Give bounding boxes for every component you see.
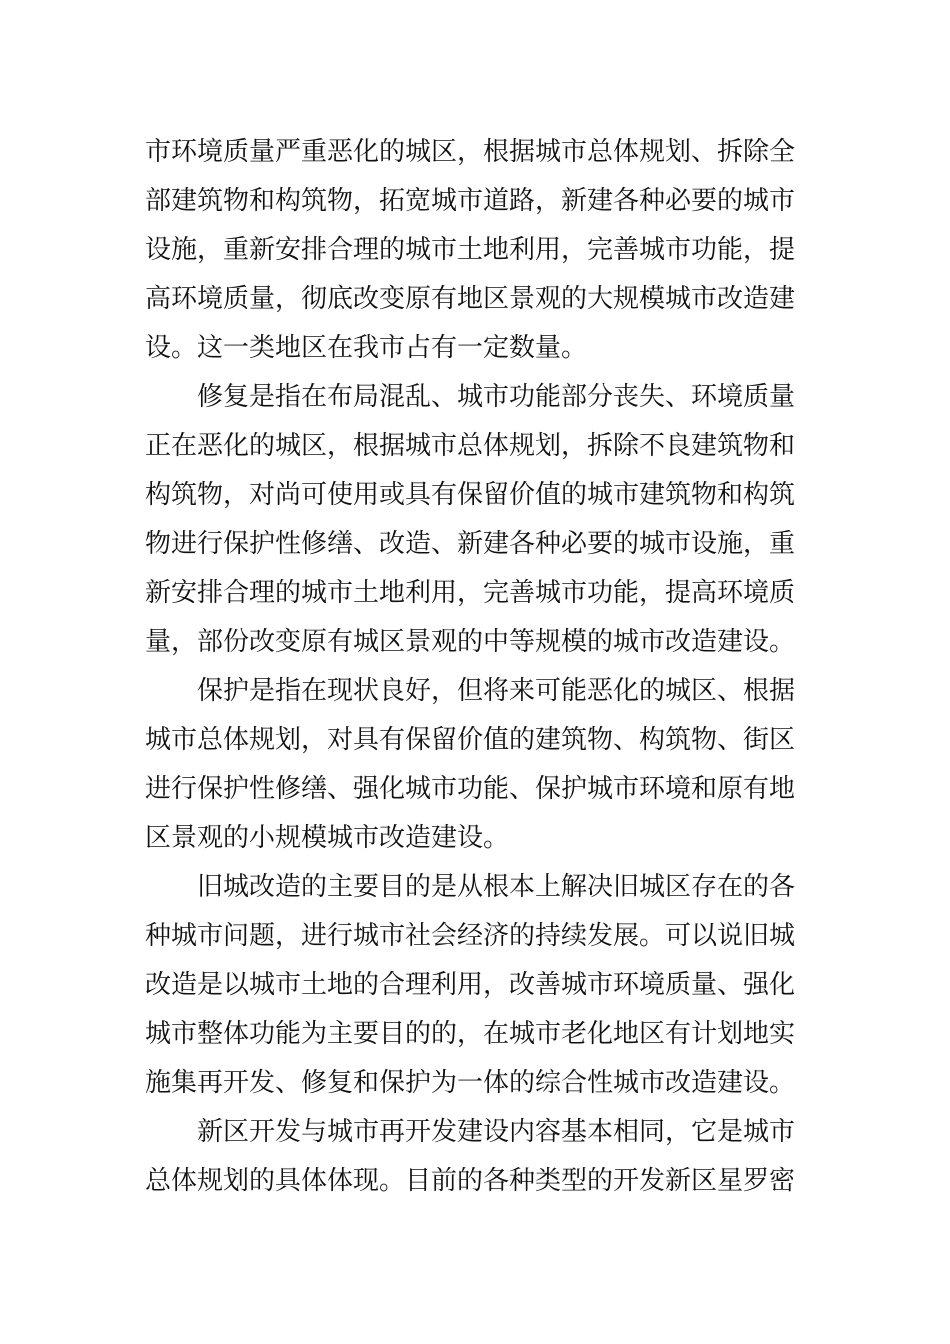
- paragraph-2: [145, 373, 810, 667]
- text-line: 修复是指在布局混乱、城市功能部分丧失、环境质量: [197, 382, 796, 412]
- text-line: 新安排合理的城市土地利用，完善城市功能，提高环境质: [145, 578, 796, 608]
- text-line: 高环境质量，彻底改变原有地区景观的大规模城市改造建: [145, 284, 796, 314]
- text-line: 物进行保护性修缮、改造、新建各种必要的城市设施，重: [145, 529, 796, 559]
- text-line: 区景观的小规模城市改造建设。: [145, 823, 510, 853]
- text-line: 进行保护性修缮、强化城市功能、保护城市环境和原有地: [145, 774, 796, 804]
- paragraph-1: [145, 128, 810, 373]
- paragraph-3: [145, 667, 810, 863]
- text-line: 旧城改造的主要目的是从根本上解决旧城区存在的各: [197, 872, 796, 902]
- text-line: 改造是以城市土地的合理利用，改善城市环境质量、强化: [145, 970, 796, 1000]
- text-line: 设施，重新安排合理的城市土地利用，完善城市功能，提: [145, 235, 796, 265]
- text-line: 构筑物，对尚可使用或具有保留价值的城市建筑物和构筑: [145, 480, 796, 510]
- text-line: 保护是指在现状良好，但将来可能恶化的城区、根据: [197, 676, 796, 706]
- text-line: 施集再开发、修复和保护为一体的综合性城市改造建设。: [145, 1068, 796, 1098]
- paragraph-5: [145, 1108, 810, 1206]
- text-line: 市环境质量严重恶化的城区，根据城市总体规划、拆除全: [145, 137, 796, 167]
- paragraph-4: [145, 863, 810, 1108]
- document-body: [145, 128, 810, 1206]
- text-line: 设。这一类地区在我市占有一定数量。: [145, 333, 588, 363]
- text-line: 种城市问题，进行城市社会经济的持续发展。可以说旧城: [145, 921, 796, 951]
- text-line: 城市整体功能为主要目的的，在城市老化地区有计划地实: [145, 1019, 796, 1049]
- text-line: 城市总体规划，对具有保留价值的建筑物、构筑物、街区: [145, 725, 796, 755]
- text-line: 总体规划的具体体现。目前的各种类型的开发新区星罗密: [145, 1166, 796, 1196]
- text-line: 正在恶化的城区，根据城市总体规划，拆除不良建筑物和: [145, 431, 796, 461]
- text-line: 部建筑物和构筑物，拓宽城市道路，新建各种必要的城市: [145, 186, 796, 216]
- text-line: 量，部份改变原有城区景观的中等规模的城市改造建设。: [145, 627, 796, 657]
- text-line: 新区开发与城市再开发建设内容基本相同，它是城市: [197, 1117, 796, 1147]
